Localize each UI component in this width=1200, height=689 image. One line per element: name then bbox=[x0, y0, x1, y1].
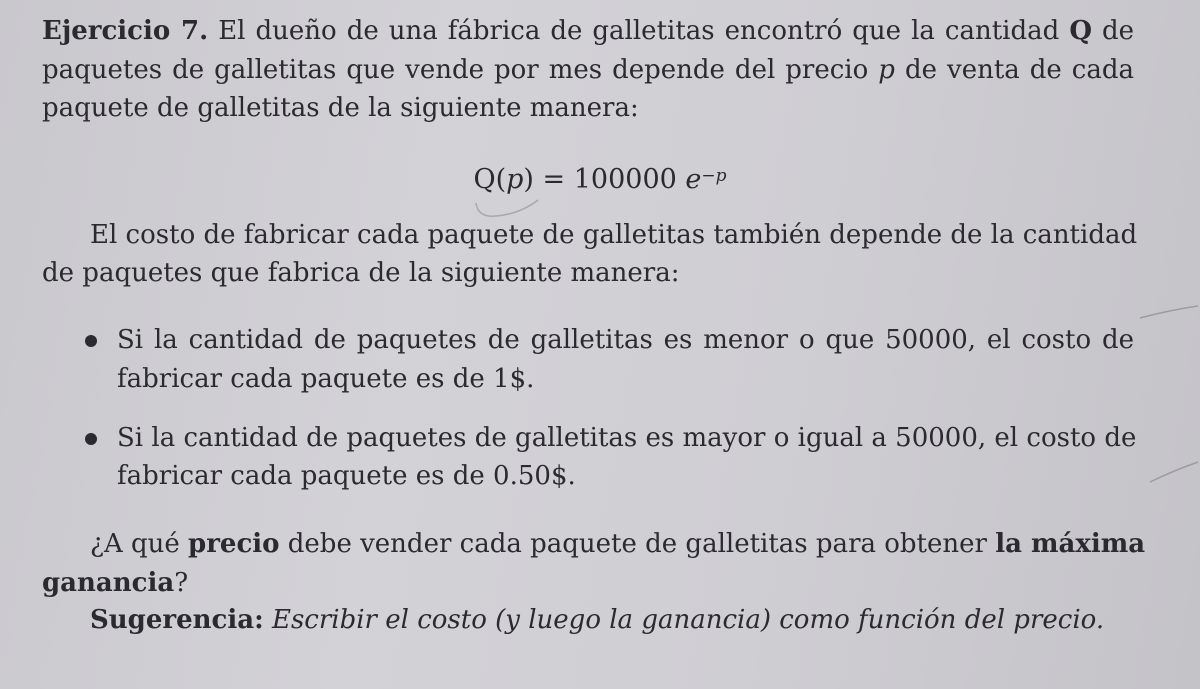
bullet-1-line-1: Si la cantidad de paquetes de galletitas es menor o que 50000, el costo de bbox=[117, 325, 1134, 355]
bullet-1-line-2: fabricar cada paquete es de 1$. bbox=[117, 364, 535, 394]
intro-line-1 bbox=[42, 14, 1134, 48]
cost-line-1: El costo de fabricar cada paquete de galletitas también depende de la cantidad bbox=[90, 220, 1138, 250]
intro-line-1-end: de bbox=[1102, 16, 1135, 46]
p-symbol: p bbox=[878, 55, 895, 85]
hint-line bbox=[90, 603, 1134, 637]
cost-line-2: de paquetes que fabrica de la siguiente manera: bbox=[42, 258, 680, 288]
question-part-a: ¿A qué bbox=[90, 529, 189, 559]
question-bold-maxima: la máxima bbox=[995, 529, 1146, 559]
question-mark: ? bbox=[174, 568, 189, 598]
bullet-2-line-1: Si la cantidad de paquetes de galletitas es mayor o igual a 50000, el costo de bbox=[117, 423, 1137, 453]
question-bold-precio: precio bbox=[188, 529, 280, 559]
exercise-label: Ejercicio 7. bbox=[42, 16, 209, 46]
formula-lhs: Q( bbox=[473, 164, 507, 195]
question-line-2 bbox=[42, 566, 1134, 600]
demand-formula bbox=[0, 162, 1200, 198]
intro-line-2-a: paquetes de galletitas que vende por mes depende del precio bbox=[42, 55, 869, 85]
formula-var: p bbox=[506, 164, 524, 195]
formula-rhs: ) = 100000 bbox=[523, 164, 686, 195]
intro-line-3: paquete de galletitas de la siguiente manera: bbox=[42, 93, 639, 123]
question-line-1 bbox=[90, 527, 1146, 561]
intro-line-2-b: de venta de cada bbox=[904, 55, 1135, 85]
hint-text: Escribir el costo (y luego la ganancia) como función del precio. bbox=[271, 605, 1105, 635]
bullet-dot-1 bbox=[85, 335, 97, 347]
hint-label: Sugerencia: bbox=[90, 605, 264, 635]
q-symbol: Q bbox=[1069, 16, 1092, 46]
formula-exponent: −p bbox=[701, 166, 727, 186]
question-part-b: debe vender cada paquete de galletitas para obtener bbox=[279, 529, 996, 559]
intro-line-1-text: El dueño de una fábrica de galletitas encontró que la cantidad bbox=[218, 16, 1060, 46]
bullet-2-line-2: fabricar cada paquete es de 0.50$. bbox=[117, 461, 576, 491]
question-bold-ganancia: ganancia bbox=[42, 568, 175, 598]
bullet-dot-2 bbox=[85, 433, 97, 445]
formula-base: e bbox=[685, 164, 702, 195]
intro-line-2 bbox=[42, 53, 1134, 87]
